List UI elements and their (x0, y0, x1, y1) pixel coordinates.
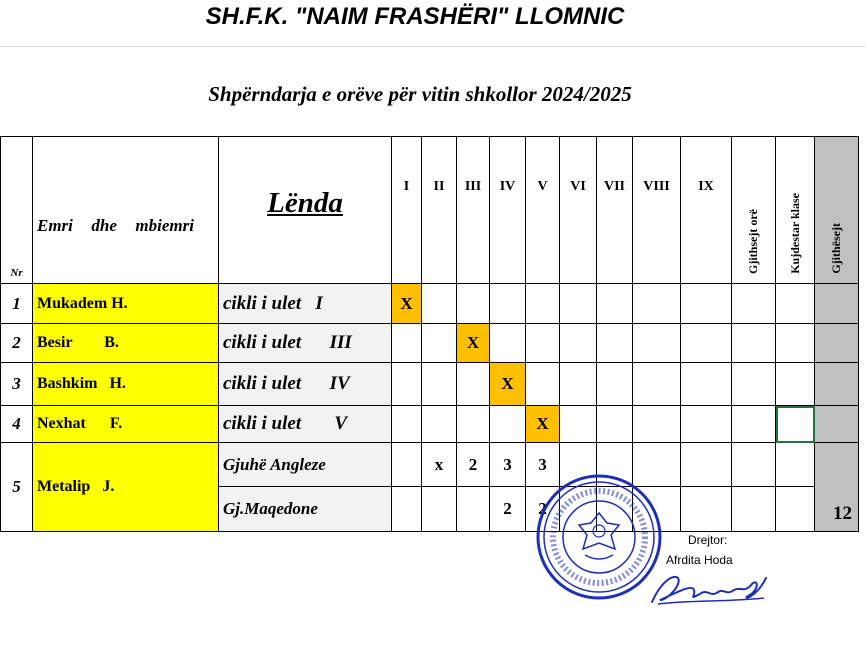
total-cell (815, 406, 859, 443)
header-grade-5: V (526, 137, 560, 284)
header-name-text: Emri dhe mbiemri (37, 215, 194, 235)
header-total-hours-text: Gjithsejt orë (746, 209, 760, 274)
header-row (1, 137, 859, 284)
total-hours-cell (732, 443, 776, 487)
grade-cell (633, 324, 681, 363)
teacher-name: Metalip J. (33, 443, 219, 532)
grade-cell (597, 363, 633, 406)
grade-cell (526, 363, 560, 406)
total-hours-cell (732, 363, 776, 406)
table-row (1, 284, 859, 324)
table-row (1, 324, 859, 363)
total-cell (815, 284, 859, 324)
grade-cell (560, 324, 597, 363)
grade-cell (392, 487, 422, 532)
header-grade-7: VII (597, 137, 633, 284)
header-grade-4: IV (490, 137, 526, 284)
total-hours-cell (732, 406, 776, 443)
grade-cell (526, 324, 560, 363)
subject-cell: Gjuhë Angleze (219, 443, 392, 487)
grade-cell (392, 363, 422, 406)
header-grade-8: VIII (633, 137, 681, 284)
grade-cell (681, 406, 732, 443)
class-teacher-cell (776, 324, 815, 363)
subject-cell: cikli i ulet IV (219, 363, 392, 406)
table-row (1, 363, 859, 406)
total-cell (815, 324, 859, 363)
grade-cell (422, 487, 457, 532)
header-class-teacher-text: Kujdestar klase (787, 193, 802, 274)
row-number: 4 (1, 406, 33, 443)
class-teacher-cell (776, 284, 815, 324)
header-total-hours (732, 137, 776, 284)
total-hours-cell (732, 487, 776, 532)
grade-cell (422, 324, 457, 363)
total-hours-cell (732, 324, 776, 363)
grade-cell (633, 284, 681, 324)
grade-cell (560, 363, 597, 406)
subject-cell: cikli i ulet V (219, 406, 392, 443)
row-number: 1 (1, 284, 33, 324)
total-hours-cell (732, 284, 776, 324)
grade-cell (681, 363, 732, 406)
grade-cell (681, 324, 732, 363)
header-grade-1: I (392, 137, 422, 284)
official-stamp-icon (535, 473, 663, 601)
grade-cell (560, 284, 597, 324)
table-row (1, 406, 859, 443)
header-total-text: Gjithësejt (829, 223, 843, 274)
grade-cell: x (422, 443, 457, 487)
grade-cell (422, 284, 457, 324)
grade-cell (597, 284, 633, 324)
grade-cell (457, 284, 490, 324)
director-name: Afrdita Hoda (666, 553, 733, 567)
teacher-name: Bashkim H. (33, 363, 219, 406)
grade-cell (597, 406, 633, 443)
grade-cell (457, 363, 490, 406)
grade-cell: 3 (490, 443, 526, 487)
school-title: SH.F.K. "NAIM FRASHËRI" LLOMNIC (205, 3, 625, 30)
total-cell (815, 363, 859, 406)
grade-cell (490, 324, 526, 363)
row-number: 5 (1, 443, 33, 532)
grade-cell (681, 443, 732, 487)
header-divider (0, 46, 865, 47)
grade-cell (422, 406, 457, 443)
header-class-teacher (776, 137, 815, 284)
grade-cell (681, 487, 732, 532)
hours-distribution-table (0, 136, 859, 532)
grade-cell: X (457, 324, 490, 363)
grade-cell: 3 (526, 443, 560, 487)
grade-cell (560, 406, 597, 443)
teacher-name: Besir B. (33, 324, 219, 363)
grade-cell (526, 284, 560, 324)
header-grade-3: III (457, 137, 490, 284)
header-subject: Lënda (219, 137, 392, 284)
signature-block (666, 530, 733, 570)
grade-cell (681, 284, 732, 324)
selected-cell[interactable] (776, 406, 815, 443)
table-row (1, 443, 859, 487)
document-subtitle: Shpërndarja e orëve për vitin shkollor 2024/2025 (208, 82, 632, 106)
header-grade-6: VI (560, 137, 597, 284)
director-title: Drejtor: (688, 533, 728, 547)
class-teacher-cell (776, 487, 815, 532)
header-grade-9: IX (681, 137, 732, 284)
grade-cell (490, 406, 526, 443)
grade-cell: X (490, 363, 526, 406)
class-teacher-cell (776, 363, 815, 406)
grade-cell (490, 284, 526, 324)
row-number: 3 (1, 363, 33, 406)
grade-cell (392, 324, 422, 363)
grade-cell (392, 443, 422, 487)
header-nr: Nr (1, 137, 33, 284)
teacher-name: Nexhat F. (33, 406, 219, 443)
grade-cell (392, 406, 422, 443)
header-total (815, 137, 859, 284)
handwritten-signature-icon (648, 570, 772, 608)
grade-cell: 2 (526, 487, 560, 532)
grade-cell (422, 363, 457, 406)
header-name (33, 137, 219, 284)
header-grade-2: II (422, 137, 457, 284)
teacher-name: Mukadem H. (33, 284, 219, 324)
row-number: 2 (1, 324, 33, 363)
total-cell: 12 (815, 443, 859, 532)
grade-cell (457, 406, 490, 443)
subject-cell: Gj.Maqedone (219, 487, 392, 532)
grade-cell: X (526, 406, 560, 443)
subject-cell: cikli i ulet III (219, 324, 392, 363)
grade-cell (597, 324, 633, 363)
grade-cell (633, 363, 681, 406)
subject-cell: cikli i ulet I (219, 284, 392, 324)
grade-cell (457, 487, 490, 532)
grade-cell: 2 (490, 487, 526, 532)
grade-cell (633, 406, 681, 443)
grade-cell: X (392, 284, 422, 324)
class-teacher-cell (776, 443, 815, 487)
grade-cell: 2 (457, 443, 490, 487)
